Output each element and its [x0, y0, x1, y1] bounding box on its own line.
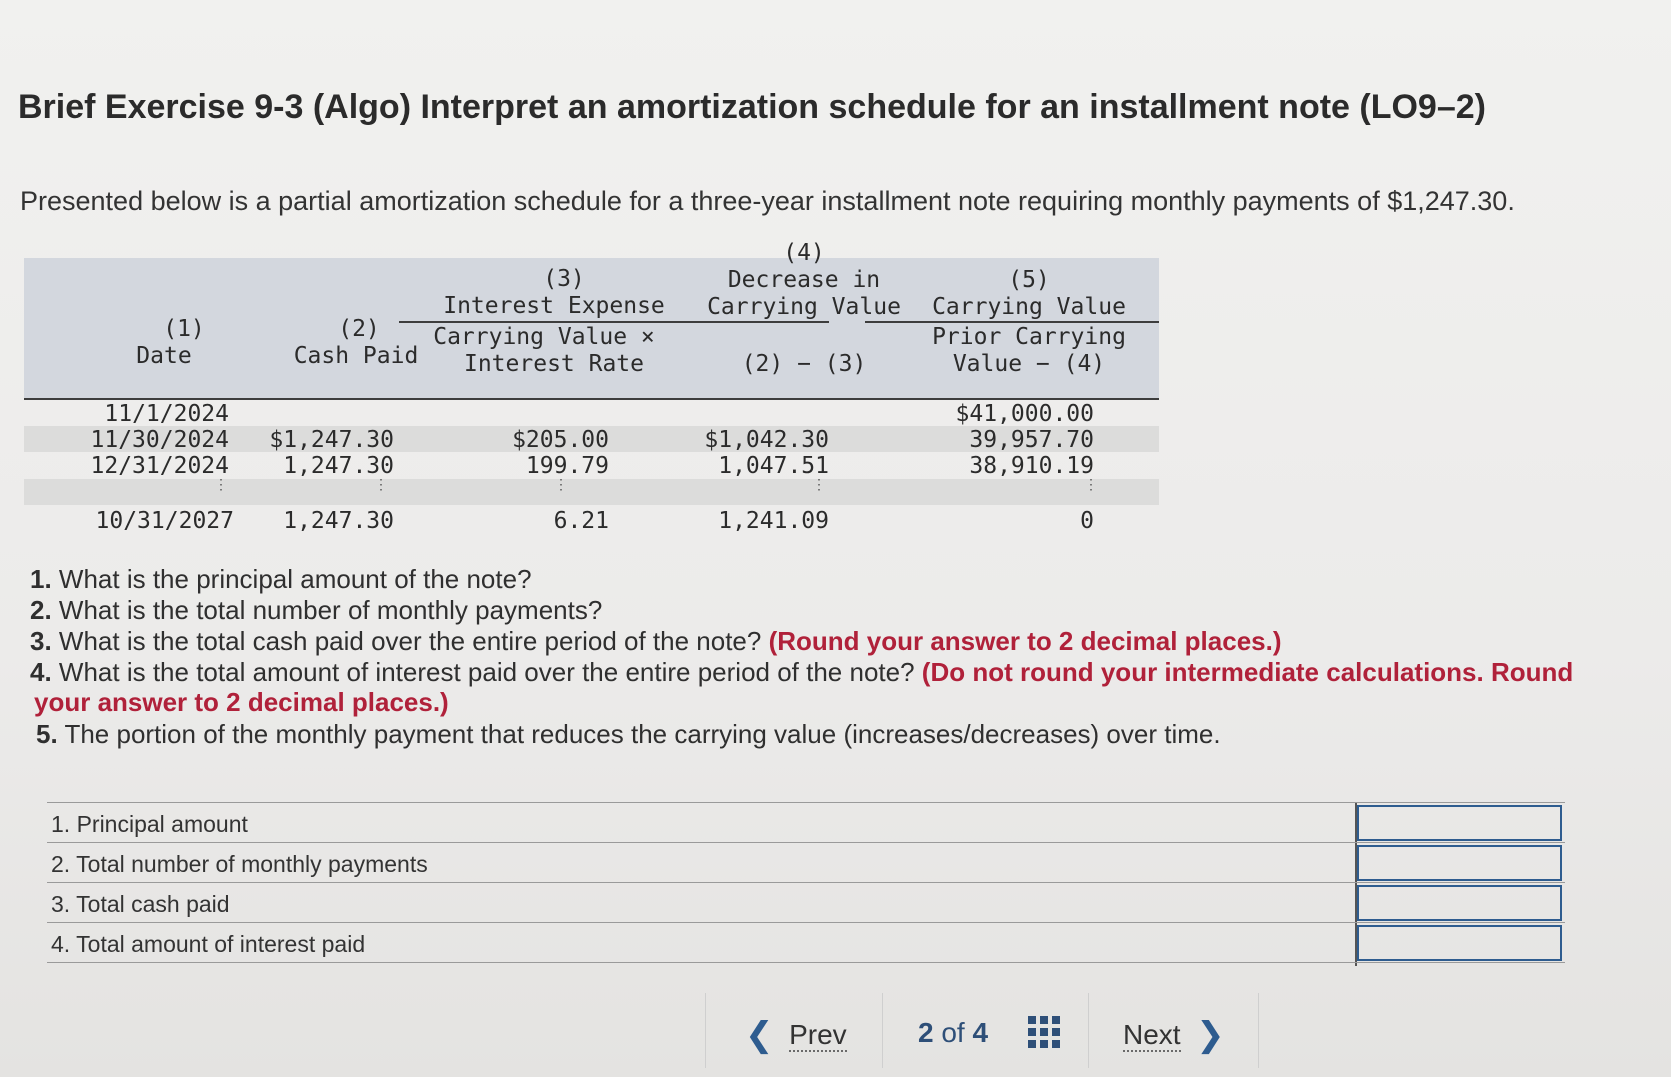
question-1: 1. What is the principal amount of the note?	[30, 564, 532, 594]
cell-interest: 6.21	[553, 508, 609, 534]
cell-date: 11/30/2024	[90, 427, 229, 453]
cell-date: 11/1/2024	[104, 401, 229, 427]
col4-title-1: Decrease in	[727, 267, 881, 293]
chevron-left-icon: ❮	[745, 1016, 774, 1054]
col1-title: Date	[136, 343, 192, 369]
col4-title-2: Carrying Value	[707, 294, 901, 320]
vertical-ellipsis-icon: ⋮	[554, 477, 568, 493]
page-title: Brief Exercise 9-3 (Algo) Interpret an amortization schedule for an installment note (LO9–2)	[18, 88, 1486, 126]
cell-cash: 1,247.30	[283, 508, 394, 534]
answer-row	[47, 923, 1565, 963]
next-button[interactable]	[1123, 1015, 1225, 1055]
cell-interest: 199.79	[525, 453, 609, 479]
col4-formula: (2) − (3)	[741, 351, 867, 377]
header-rule-34	[399, 321, 829, 323]
page-indicator: 2 of 4	[918, 1017, 989, 1048]
principal-amount-input[interactable]	[1357, 805, 1562, 841]
cell-cash: 1,247.30	[283, 453, 394, 479]
col1-number: (1)	[163, 316, 205, 342]
answer-row	[47, 843, 1565, 883]
rounding-note: (Round your answer to 2 decimal places.)	[768, 626, 1282, 656]
total-interest-paid-input[interactable]	[1357, 925, 1562, 961]
answer-label: 4. Total amount of interest paid	[51, 931, 366, 957]
total-pages: 4	[972, 1017, 989, 1048]
question-4-continued	[34, 687, 449, 718]
cell-date: 10/31/2027	[95, 508, 234, 534]
cell-decrease: 1,047.51	[718, 453, 829, 479]
answer-label: 1. Principal amount	[51, 811, 248, 837]
pager-divider	[705, 993, 706, 1068]
cell-cash: $1,247.30	[269, 427, 394, 453]
cell-carrying: 38,910.19	[969, 453, 1094, 479]
prev-label: Prev	[789, 1019, 847, 1050]
col3-formula-2: Interest Rate	[463, 351, 644, 377]
question-5: 5. The portion of the monthly payment that reduces the carrying value (increases/decreases) over time.	[36, 719, 1221, 749]
pager-divider	[882, 993, 883, 1068]
pagination-bar	[0, 985, 1671, 1075]
col2-number: (2)	[338, 316, 380, 342]
question-2: 2. What is the total number of monthly payments?	[30, 595, 603, 625]
col5-number: (5)	[1008, 267, 1050, 293]
question-4: 4. What is the total amount of interest paid over the entire period of the note? (Do not round your intermediate calculations. Round	[30, 657, 1574, 687]
answer-row	[47, 803, 1565, 843]
chevron-right-icon: ❯	[1196, 1016, 1225, 1054]
answer-row	[47, 883, 1565, 923]
cell-carrying: 39,957.70	[969, 427, 1094, 453]
vertical-ellipsis-icon: ⋮	[812, 477, 826, 493]
cell-decrease: 1,241.09	[718, 508, 829, 534]
rounding-note: (Do not round your intermediate calculations. Round	[921, 657, 1574, 687]
total-cash-paid-input[interactable]	[1357, 885, 1562, 921]
row-band	[24, 479, 1159, 505]
col3-title: Interest Expense	[443, 293, 665, 319]
cell-carrying: 0	[1080, 508, 1094, 534]
cell-carrying: $41,000.00	[955, 401, 1094, 427]
col4-number: (4)	[783, 240, 825, 266]
answer-label: 2. Total number of monthly payments	[51, 851, 428, 877]
grid-icon[interactable]	[1027, 1015, 1061, 1049]
vertical-ellipsis-icon: ⋮	[1084, 477, 1098, 493]
prev-button[interactable]	[745, 1015, 847, 1055]
amortization-schedule	[24, 240, 1159, 543]
cell-decrease: $1,042.30	[704, 427, 829, 453]
intro-text: Presented below is a partial amortization schedule for a three-year installment note requiring monthly payments of $1,247.30.	[20, 186, 1515, 216]
pager-divider	[1088, 993, 1089, 1068]
cell-date: 12/31/2024	[90, 453, 229, 479]
header-rule-5	[865, 321, 1159, 323]
monthly-payments-count-input[interactable]	[1357, 845, 1562, 881]
col5-formula-2: Value − (4)	[952, 351, 1106, 377]
col2-title: Cash Paid	[293, 343, 419, 369]
col3-formula-1: Carrying Value ×	[433, 324, 655, 350]
answer-label: 3. Total cash paid	[51, 891, 230, 917]
answer-table	[47, 802, 1565, 966]
rounding-note: your answer to 2 decimal places.)	[34, 687, 449, 717]
current-page: 2	[918, 1017, 934, 1048]
vertical-ellipsis-icon: ⋮	[214, 477, 228, 493]
vertical-ellipsis-icon: ⋮	[374, 477, 388, 493]
col3-number: (3)	[543, 266, 585, 292]
col5-title: Carrying Value	[932, 294, 1126, 320]
col5-formula-1: Prior Carrying	[932, 324, 1126, 350]
question-3: 3. What is the total cash paid over the entire period of the note? (Round your answer to 2 decimal places.)	[30, 626, 1282, 656]
pager-divider	[1258, 993, 1259, 1068]
cell-interest: $205.00	[512, 427, 609, 453]
next-label: Next	[1123, 1019, 1181, 1050]
